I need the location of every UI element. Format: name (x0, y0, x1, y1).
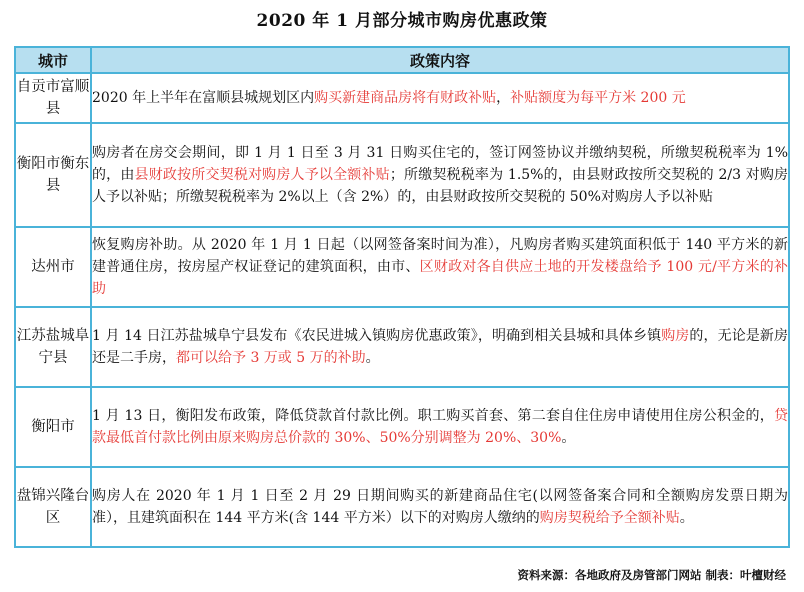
policy-highlight: 县财政按所交契税对购房人予以全额补贴 (134, 167, 390, 183)
policy-text-segment: ；所缴契税税率为 1.5%的，由县财政按所交契税的 2/3 对购房人予以补贴；所缴契税税率为 2%以上（含 2%）的，由县财政按所交契税的 50%对购房人予以补贴 (92, 167, 789, 205)
city-cell: 自贡市富顺县 (15, 73, 91, 123)
policy-cell (91, 467, 789, 547)
policy-text-segment: 2020 年上半年在富顺县城规划区内 (92, 90, 315, 106)
policy-text-segment: 。 (561, 430, 576, 446)
policy-text-segment: 。 (365, 350, 380, 366)
policy-text-segment: 恢复购房补助。从 2020 年 1 月 1 日起（以网签备案时间为准），凡购房者购买建筑面积低于 140 平方米的新建普通住房，按房屋产权证登记的建筑面积，由市、 (92, 237, 788, 275)
policy-highlight: 购买新建商品房将有财政补贴 (314, 90, 497, 106)
policy-highlight: 购房 (661, 328, 690, 344)
table-row (15, 227, 789, 307)
policy-cell (91, 123, 789, 227)
city-cell: 衡阳市 (15, 387, 91, 467)
policy-text-segment: 购房者在房交会期间，即 1 月 1 日至 3 月 31 日购买住宅的，签订网签协议并缴纳契税，所缴契税税率为 1%的，由 (92, 145, 788, 183)
policy-cell (91, 227, 789, 307)
table-row (15, 387, 789, 467)
policy-highlight: 都可以给予 3 万或 5 万的补助 (176, 350, 366, 366)
city-cell: 达州市 (15, 227, 91, 307)
table-row (15, 467, 789, 547)
policy-highlight: 贷款最低首付款比例由原来购房总价款的 30%、50%分别调整为 20%、30% (92, 408, 788, 446)
policy-cell (91, 387, 789, 467)
city-cell: 盘锦兴隆台区 (15, 467, 91, 547)
policy-highlight: 区财政对各自供应土地的开发楼盘给予 100 元/平方米的补助 (92, 259, 789, 297)
page-title: 2020 年 1 月部分城市购房优惠政策 (256, 11, 548, 31)
policy-cell (91, 73, 789, 123)
source-footer: 资料来源：各地政府及房管部门网站 制表：叶檀财经 (517, 568, 786, 582)
policy-table (14, 46, 790, 548)
table-row (15, 73, 789, 123)
table-header-row (15, 47, 789, 73)
city-cell: 衡阳市衡东县 (15, 123, 91, 227)
header-policy: 政策内容 (91, 47, 789, 73)
policy-text-segment: 。 (679, 510, 694, 526)
table-row (15, 123, 789, 227)
policy-text-segment: ， (496, 90, 511, 106)
table-row (15, 307, 789, 387)
policy-text-segment: 1 月 14 日江苏盐城阜宁县发布《农民进城入镇购房优惠政策》，明确到相关县城和具体乡镇 (92, 328, 662, 344)
policy-text-segment: 1 月 13 日，衡阳发布政策，降低贷款首付款比例。职工购买首套、第二套自住住房申请使用住房公积金的， (92, 408, 774, 424)
city-cell: 江苏盐城阜宁县 (15, 307, 91, 387)
policy-highlight: 购房契税给予全额补贴 (539, 510, 680, 526)
policy-highlight: 补贴额度为每平方米 200 元 (510, 90, 686, 106)
policy-cell (91, 307, 789, 387)
policy-text-segment: 购房人在 2020 年 1 月 1 日至 2 月 29 日期间购买的新建商品住宅(以网签备案合同和全额购房发票日期为准），且建筑面积在 144 平方米(含 144 平方米）以下的对购房人缴纳的 (92, 488, 788, 526)
policy-text-segment: 的，无论是新房还是二手房， (92, 328, 789, 366)
header-city: 城市 (15, 47, 91, 73)
